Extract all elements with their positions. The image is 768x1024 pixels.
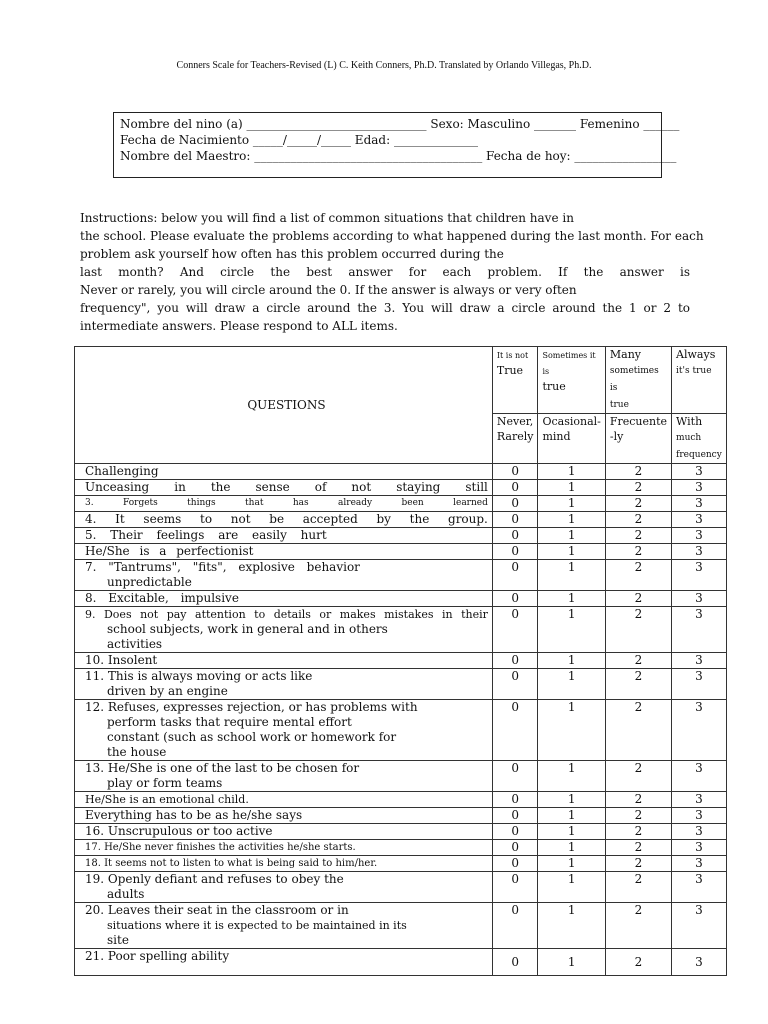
score-0[interactable]: 0 (492, 480, 538, 496)
table-row (75, 903, 727, 949)
question-text (75, 872, 493, 903)
score-0[interactable]: 0 (492, 669, 538, 700)
header-frequently (605, 414, 671, 464)
question-text: 21. Poor spelling ability (75, 949, 493, 976)
question-line: 19. Openly defiant and refuses to obey the (85, 872, 344, 886)
question-text: 16. Unscrupulous or too active (75, 824, 493, 840)
score-1[interactable]: 1 (538, 903, 605, 949)
score-1[interactable]: 1 (538, 808, 605, 824)
question-line: site (107, 933, 129, 947)
score-3[interactable]: 3 (672, 496, 727, 512)
score-2[interactable]: 2 (605, 464, 671, 480)
score-2[interactable]: 2 (605, 903, 671, 949)
header-text: much (676, 433, 702, 443)
score-2[interactable]: 2 (605, 480, 671, 496)
score-1[interactable]: 1 (538, 824, 605, 840)
score-3[interactable]: 3 (672, 653, 727, 669)
question-line: the house (107, 745, 167, 759)
score-1[interactable]: 1 (538, 480, 605, 496)
question-line: 7. "Tantrums", "fits", explosive behavior (85, 560, 360, 574)
question-text: 5. Their feelings are easily hurt (75, 528, 493, 544)
score-1[interactable]: 1 (538, 496, 605, 512)
header-text: True (496, 364, 524, 377)
question-line: 13. He/She is one of the last to be chosen for (85, 761, 360, 775)
table-row (75, 808, 727, 824)
question-line: 20. Leaves their seat in the classroom or in (85, 903, 349, 917)
table-row (75, 840, 727, 856)
questions-table (74, 346, 727, 976)
score-3[interactable]: 3 (672, 544, 727, 560)
question-line: play or form teams (107, 776, 223, 790)
score-2[interactable]: 2 (605, 840, 671, 856)
score-0[interactable]: 0 (492, 700, 538, 761)
question-text: 3. Forgets things that has already been learned (75, 496, 493, 512)
instructions-line: last month? And circle the best answer for each problem. If the answer is (80, 265, 690, 279)
score-3[interactable]: 3 (672, 528, 727, 544)
header-never-true (492, 347, 538, 414)
header-text: Rarely (496, 430, 534, 443)
score-0[interactable]: 0 (492, 591, 538, 607)
score-1[interactable]: 1 (538, 856, 605, 872)
score-2[interactable]: 2 (605, 792, 671, 808)
question-line: driven by an engine (107, 684, 228, 698)
question-line: perform tasks that require mental effort (107, 715, 352, 729)
score-0[interactable]: 0 (492, 856, 538, 872)
score-2[interactable]: 2 (605, 808, 671, 824)
score-1[interactable]: 1 (538, 653, 605, 669)
instructions-line: Instructions: below you will find a list of common situations that children have in (80, 211, 574, 225)
header-many-times-true (605, 347, 671, 414)
score-1[interactable]: 1 (538, 560, 605, 591)
question-line: unpredictable (107, 575, 192, 589)
question-text: 8. Excitable, impulsive (75, 591, 493, 607)
header-sometimes-true (538, 347, 605, 414)
score-3[interactable]: 3 (672, 903, 727, 949)
score-1[interactable]: 1 (538, 872, 605, 903)
table-row (75, 949, 727, 976)
instructions-line: Never or rarely, you will circle around the 0. If the answer is always or very often (80, 283, 577, 297)
question-text: 4. It seems to not be accepted by the group. (75, 512, 493, 528)
score-0[interactable]: 0 (492, 607, 538, 653)
score-0[interactable]: 0 (492, 872, 538, 903)
score-0[interactable]: 0 (492, 840, 538, 856)
score-1[interactable]: 1 (538, 591, 605, 607)
score-1[interactable]: 1 (538, 792, 605, 808)
teacher-line: Nombre del Maestro: ______________________________________ Fecha de hoy: _________________ (120, 149, 677, 163)
header-with-much-frequency (672, 414, 727, 464)
score-0[interactable]: 0 (492, 544, 538, 560)
score-1[interactable]: 1 (538, 512, 605, 528)
table-row (75, 792, 727, 808)
table-row (75, 480, 727, 496)
score-2[interactable]: 2 (605, 856, 671, 872)
question-text: Everything has to be as he/she says (75, 808, 493, 824)
questions-header: QUESTIONS (75, 347, 493, 464)
question-line: situations where it is expected to be maintained in its (107, 919, 407, 932)
score-3[interactable]: 3 (672, 464, 727, 480)
score-0[interactable]: 0 (492, 808, 538, 824)
score-3[interactable]: 3 (672, 824, 727, 840)
score-0[interactable]: 0 (492, 653, 538, 669)
score-3[interactable]: 3 (672, 856, 727, 872)
score-3[interactable]: 3 (672, 840, 727, 856)
score-0[interactable]: 0 (492, 512, 538, 528)
table-row (75, 607, 727, 653)
score-3[interactable]: 3 (672, 792, 727, 808)
score-1[interactable]: 1 (538, 607, 605, 653)
document-header: Conners Scale for Teachers-Revised (L) C. Keith Conners, Ph.D. Translated by Orlando Villegas, Ph.D. (176, 60, 592, 71)
question-text: Unceasing in the sense of not staying still (75, 480, 493, 496)
instructions-line: problem ask yourself how often has this problem occurred during the (80, 247, 504, 261)
question-text: 17. He/She never finishes the activities he/she starts. (75, 840, 493, 856)
header-text: -ly (609, 430, 624, 443)
score-2[interactable]: 2 (605, 949, 671, 976)
header-text: frequency (676, 450, 722, 460)
score-1[interactable]: 1 (538, 669, 605, 700)
header-text: Many (609, 348, 641, 361)
header-text: Always (676, 348, 716, 361)
child-name-line: Nombre del nino (a) ______________________________ Sexo: Masculino _______ Femenino ______ (120, 117, 680, 131)
question-text (75, 903, 493, 949)
question-line: school subjects, work in general and in others (107, 622, 388, 636)
question-text: 18. It seems not to listen to what is being said to him/her. (75, 856, 493, 872)
score-2[interactable]: 2 (605, 607, 671, 653)
table-row (75, 464, 727, 480)
score-0[interactable]: 0 (492, 903, 538, 949)
instructions-line: intermediate answers. Please respond to ALL items. (80, 319, 398, 333)
score-0[interactable]: 0 (492, 761, 538, 792)
table-row (75, 669, 727, 700)
table-row (75, 824, 727, 840)
score-2[interactable]: 2 (605, 872, 671, 903)
child-info-box (113, 112, 680, 178)
score-2[interactable]: 2 (605, 544, 671, 560)
table-row (75, 872, 727, 903)
score-3[interactable]: 3 (672, 480, 727, 496)
score-2[interactable]: 2 (605, 528, 671, 544)
question-line: constant (such as school work or homework for (107, 730, 397, 744)
score-0[interactable]: 0 (492, 528, 538, 544)
score-1[interactable]: 1 (538, 761, 605, 792)
question-text (75, 607, 493, 653)
score-3[interactable]: 3 (672, 761, 727, 792)
question-text: 10. Insolent (75, 653, 493, 669)
score-3[interactable]: 3 (672, 607, 727, 653)
table-row (75, 560, 727, 591)
score-0[interactable]: 0 (492, 496, 538, 512)
score-2[interactable]: 2 (605, 761, 671, 792)
table-row (75, 700, 727, 761)
score-1[interactable]: 1 (538, 544, 605, 560)
question-line: adults (107, 887, 145, 901)
question-text (75, 560, 493, 591)
question-line: 12. Refuses, expresses rejection, or has problems with (85, 700, 418, 714)
header-occasionally (538, 414, 605, 464)
score-3[interactable]: 3 (672, 669, 727, 700)
score-2[interactable]: 2 (605, 591, 671, 607)
header-text: It is not (496, 351, 529, 360)
score-2[interactable]: 2 (605, 496, 671, 512)
score-0[interactable]: 0 (492, 560, 538, 591)
instructions (80, 209, 704, 335)
score-0[interactable]: 0 (492, 464, 538, 480)
score-0[interactable]: 0 (492, 949, 538, 976)
header-text: Sometimes it is (542, 351, 596, 376)
score-3[interactable]: 3 (672, 872, 727, 903)
score-3[interactable]: 3 (672, 949, 727, 976)
table-row (75, 496, 727, 512)
header-always-true (672, 347, 727, 414)
table-row (75, 856, 727, 872)
header-text: true (609, 400, 629, 410)
score-1[interactable]: 1 (538, 700, 605, 761)
question-text (75, 700, 493, 761)
score-2[interactable]: 2 (605, 824, 671, 840)
score-0[interactable]: 0 (492, 792, 538, 808)
score-3[interactable]: 3 (672, 591, 727, 607)
birthdate-line: Fecha de Nacimiento _____/_____/_____ Edad: ______________ (120, 133, 478, 147)
header-text: With (676, 415, 703, 428)
score-2[interactable]: 2 (605, 700, 671, 761)
question-text (75, 761, 493, 792)
instructions-line: frequency", you will draw a circle around the 3. You will draw a circle around the 1 or 2 to (80, 301, 690, 315)
score-2[interactable]: 2 (605, 669, 671, 700)
question-line: 9. Does not pay attention to details or makes mistakes in their (85, 608, 488, 621)
header-never-rarely (492, 414, 538, 464)
score-3[interactable]: 3 (672, 560, 727, 591)
score-3[interactable]: 3 (672, 700, 727, 761)
header-text: sometimes is (609, 366, 659, 393)
table-row (75, 512, 727, 528)
question-text: Challenging (75, 464, 493, 480)
score-2[interactable]: 2 (605, 512, 671, 528)
question-line: 11. This is always moving or acts like (85, 669, 313, 683)
score-1[interactable]: 1 (538, 949, 605, 976)
question-text (75, 669, 493, 700)
table-row (75, 544, 727, 560)
header-text: Ocasional- (542, 415, 601, 428)
score-1[interactable]: 1 (538, 464, 605, 480)
question-text: He/She is an emotional child. (75, 792, 493, 808)
table-row (75, 653, 727, 669)
header-text: Frecuente (609, 415, 668, 428)
table-row (75, 528, 727, 544)
header-text: it's true (676, 366, 712, 376)
instructions-line: the school. Please evaluate the problems according to what happened during the last month. For each (80, 229, 704, 243)
header-text: true (542, 380, 566, 393)
table-row (75, 591, 727, 607)
score-2[interactable]: 2 (605, 560, 671, 591)
score-1[interactable]: 1 (538, 528, 605, 544)
question-line: activities (107, 637, 163, 651)
header-text: Never, (496, 415, 534, 428)
score-1[interactable]: 1 (538, 840, 605, 856)
score-3[interactable]: 3 (672, 808, 727, 824)
table-row (75, 761, 727, 792)
header-text: mind (542, 430, 571, 443)
question-text: He/She is a perfectionist (75, 544, 493, 560)
score-0[interactable]: 0 (492, 824, 538, 840)
score-3[interactable]: 3 (672, 512, 727, 528)
score-2[interactable]: 2 (605, 653, 671, 669)
